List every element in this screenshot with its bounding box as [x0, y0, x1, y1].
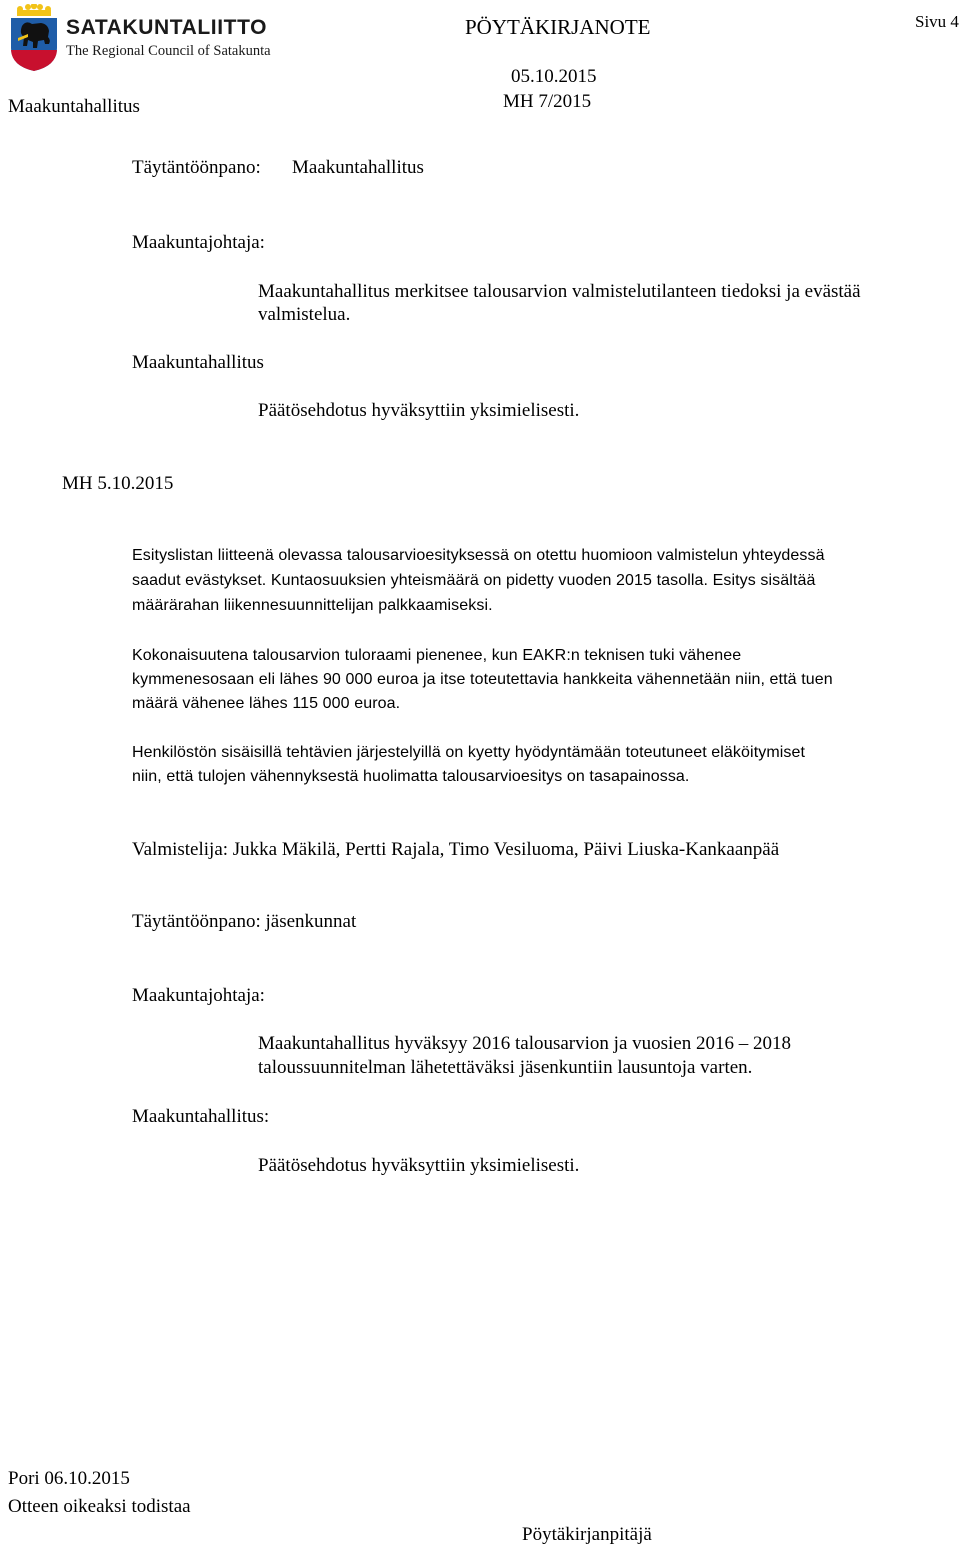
org-name: SATAKUNTALIITTO	[66, 16, 268, 39]
director-label: Maakuntajohtaja:	[132, 985, 265, 1006]
header-body-name: Maakuntahallitus	[8, 96, 140, 117]
certification-text: Otteen oikeaksi todistaa	[8, 1496, 191, 1517]
place-date: Pori 06.10.2015	[8, 1468, 130, 1489]
meeting-heading: MH 5.10.2015	[62, 473, 174, 494]
paragraph-line: määrärahan liikennesuunnittelijan palkkaamiseksi.	[132, 597, 493, 614]
proposal-line: Maakuntahallitus hyväksyy 2016 talousarvion ja vuosien 2016 – 2018	[258, 1033, 791, 1054]
coat-of-arms-logo	[8, 4, 60, 72]
proposal-line: Maakuntahallitus merkitsee talousarvion valmistelutilanteen tiedoksi ja evästää	[258, 281, 861, 302]
paragraph-line: kymmenesosaan eli lähes 90 000 euroa ja itse toteutettavia hankkeita vähennetään niin, että tuen	[132, 671, 833, 688]
proposal-line: taloussuunnitelman lähetettäväksi jäsenkuntiin lausuntoja varten.	[258, 1057, 753, 1078]
implementation-value: Maakuntahallitus	[292, 157, 424, 178]
paragraph-line: Kokonaisuutena talousarvion tuloraami pienenee, kun EAKR:n teknisen tuki vähenee	[132, 647, 742, 664]
signer-title: Pöytäkirjanpitäjä	[522, 1524, 652, 1545]
proposal-line: valmistelua.	[258, 304, 351, 325]
paragraph-line: Esityslistan liitteenä olevassa talousarvioesityksessä on otettu huomioon valmistelun yhteydessä	[132, 547, 825, 564]
org-subtitle: The Regional Council of Satakunta	[66, 43, 271, 59]
preparers-line: Valmistelija: Jukka Mäkilä, Pertti Rajala, Timo Vesiluoma, Päivi Liuska-Kankaanpää	[132, 839, 780, 860]
paragraph-line: Henkilöstön sisäisillä tehtävien järjestelyillä on kyetty hyödyntämään toteutuneet eläköitymiset	[132, 744, 806, 761]
paragraph-line: niin, että tulojen vähennyksestä huolimatta talousarvioesitys on tasapainossa.	[132, 768, 690, 785]
decision-text: Päätösehdotus hyväksyttiin yksimielisesti.	[258, 400, 580, 421]
page-number: Sivu 4	[915, 12, 959, 31]
director-label: Maakuntajohtaja:	[132, 232, 265, 253]
board-label: Maakuntahallitus	[132, 352, 264, 373]
board-label: Maakuntahallitus:	[132, 1106, 270, 1127]
implementation-line: Täytäntöönpano: jäsenkunnat	[132, 911, 357, 932]
document-type: PÖYTÄKIRJANOTE	[465, 15, 651, 39]
header-date: 05.10.2015	[511, 66, 597, 87]
paragraph-line: määrä vähenee lähes 115 000 euroa.	[132, 695, 401, 712]
decision-text: Päätösehdotus hyväksyttiin yksimielisesti.	[258, 1155, 580, 1176]
paragraph-line: saadut evästykset. Kuntaosuuksien yhteismäärä on pidetty vuoden 2015 tasolla. Esitys sisältää	[132, 572, 816, 589]
header-minutes-number: MH 7/2015	[503, 91, 592, 112]
implementation-label: Täytäntöönpano:	[132, 157, 261, 178]
